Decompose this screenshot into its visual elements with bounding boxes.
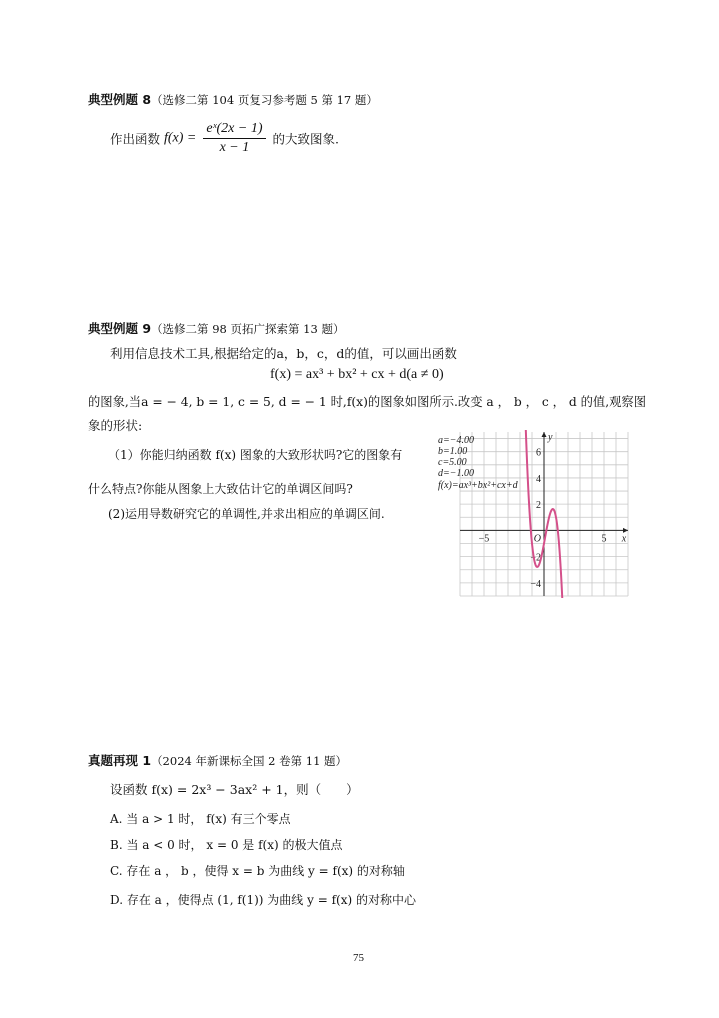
option-b: B. 当 a < 0 时， x = 0 是 f(x) 的极大值点 (110, 838, 343, 852)
origin-label: O (533, 533, 541, 545)
example-9-heading (88, 319, 344, 337)
function-lhs: f(x) = (164, 130, 197, 146)
y-axis-arrow (542, 432, 547, 437)
option-d: D. 存在 a ，使得点 (1, f(1)) 为曲线 y = f(x) 的对称中心 (110, 893, 416, 907)
y-tick-label: 4 (536, 473, 541, 485)
example-9-line4: 象的形状: (88, 418, 143, 433)
x-tick-label: 5 (601, 533, 607, 545)
legend-entry: d=−1.00 (438, 468, 474, 479)
legend-entry: a=−4.00 (438, 435, 474, 446)
option-a: A. 当 a > 1 时， f(x) 有三个零点 (110, 812, 291, 826)
past-exam-heading (88, 751, 347, 769)
example-9-title: 典型例题 9 (88, 321, 152, 336)
example-8-source: （选修二第 104 页复习参考题 5 第 17 题） (151, 93, 378, 107)
y-tick-label: −2 (530, 552, 541, 564)
cubic-graph-svg (430, 430, 630, 598)
question-1-part-b: 什么特点?你能从图象上大致估计它的单调区间吗? (88, 482, 353, 496)
example-9-line3: 的图象,当a = − 4, b = 1, c = 5, d = − 1 时,f(x)的图象如图所示.改变 a ， b ， c ， d 的值,观察图 (88, 395, 647, 409)
past-exam-title: 真题再现 1 (88, 753, 152, 768)
y-tick-label: 2 (536, 500, 541, 512)
fraction-numerator: eˣ(2x − 1) (203, 121, 265, 139)
past-exam-source: （2024 年新课标全国 2 卷第 11 题） (151, 754, 348, 768)
graph-axes (460, 432, 628, 596)
y-tick-label: −4 (530, 578, 541, 590)
example-8-stem (110, 121, 339, 156)
x-tick-label: −5 (478, 533, 490, 545)
legend-entry: c=5.00 (438, 457, 467, 468)
legend-entry: b=1.00 (438, 446, 468, 457)
example-8-title: 典型例题 8 (88, 92, 152, 107)
legend-entry: f(x)=ax³+bx²+cx+d (438, 480, 518, 491)
fraction-denominator: x − 1 (219, 140, 250, 155)
option-c: C. 存在 a ， b ，使得 x = b 为曲线 y = f(x) 的对称轴 (110, 864, 405, 878)
example-9-source: （选修二第 98 页拓广探索第 13 题） (151, 322, 345, 336)
cubic-graph (430, 430, 630, 598)
graph-legend (438, 435, 519, 491)
example-9-intro: 利用信息技术工具,根据给定的a，b，c，d的值，可以画出函数 (110, 346, 457, 361)
cubic-formula: f(x) = ax³ + bx² + cx + d(a ≠ 0) (270, 367, 444, 382)
stem-prefix: 作出函数 (110, 131, 161, 147)
x-axis-label: x (621, 533, 627, 545)
stem-suffix: 的大致图象. (272, 131, 339, 147)
example-8-heading (88, 90, 378, 108)
fraction (203, 121, 265, 156)
y-tick-label: 6 (536, 447, 541, 459)
question-2: (2)运用导数研究它的单调性,并求出相应的单调区间. (108, 507, 385, 521)
graph-tick-labels (479, 432, 627, 590)
y-axis-label: y (548, 432, 553, 443)
question-1-part-a: （1）你能归纳函数 f(x) 图象的大致形状吗?它的图象有 (108, 448, 403, 462)
past-exam-stem: 设函数 f(x) = 2x³ − 3ax² + 1，则（ ） (110, 782, 359, 797)
x-axis-arrow (623, 528, 628, 533)
page-number: 75 (353, 952, 364, 964)
